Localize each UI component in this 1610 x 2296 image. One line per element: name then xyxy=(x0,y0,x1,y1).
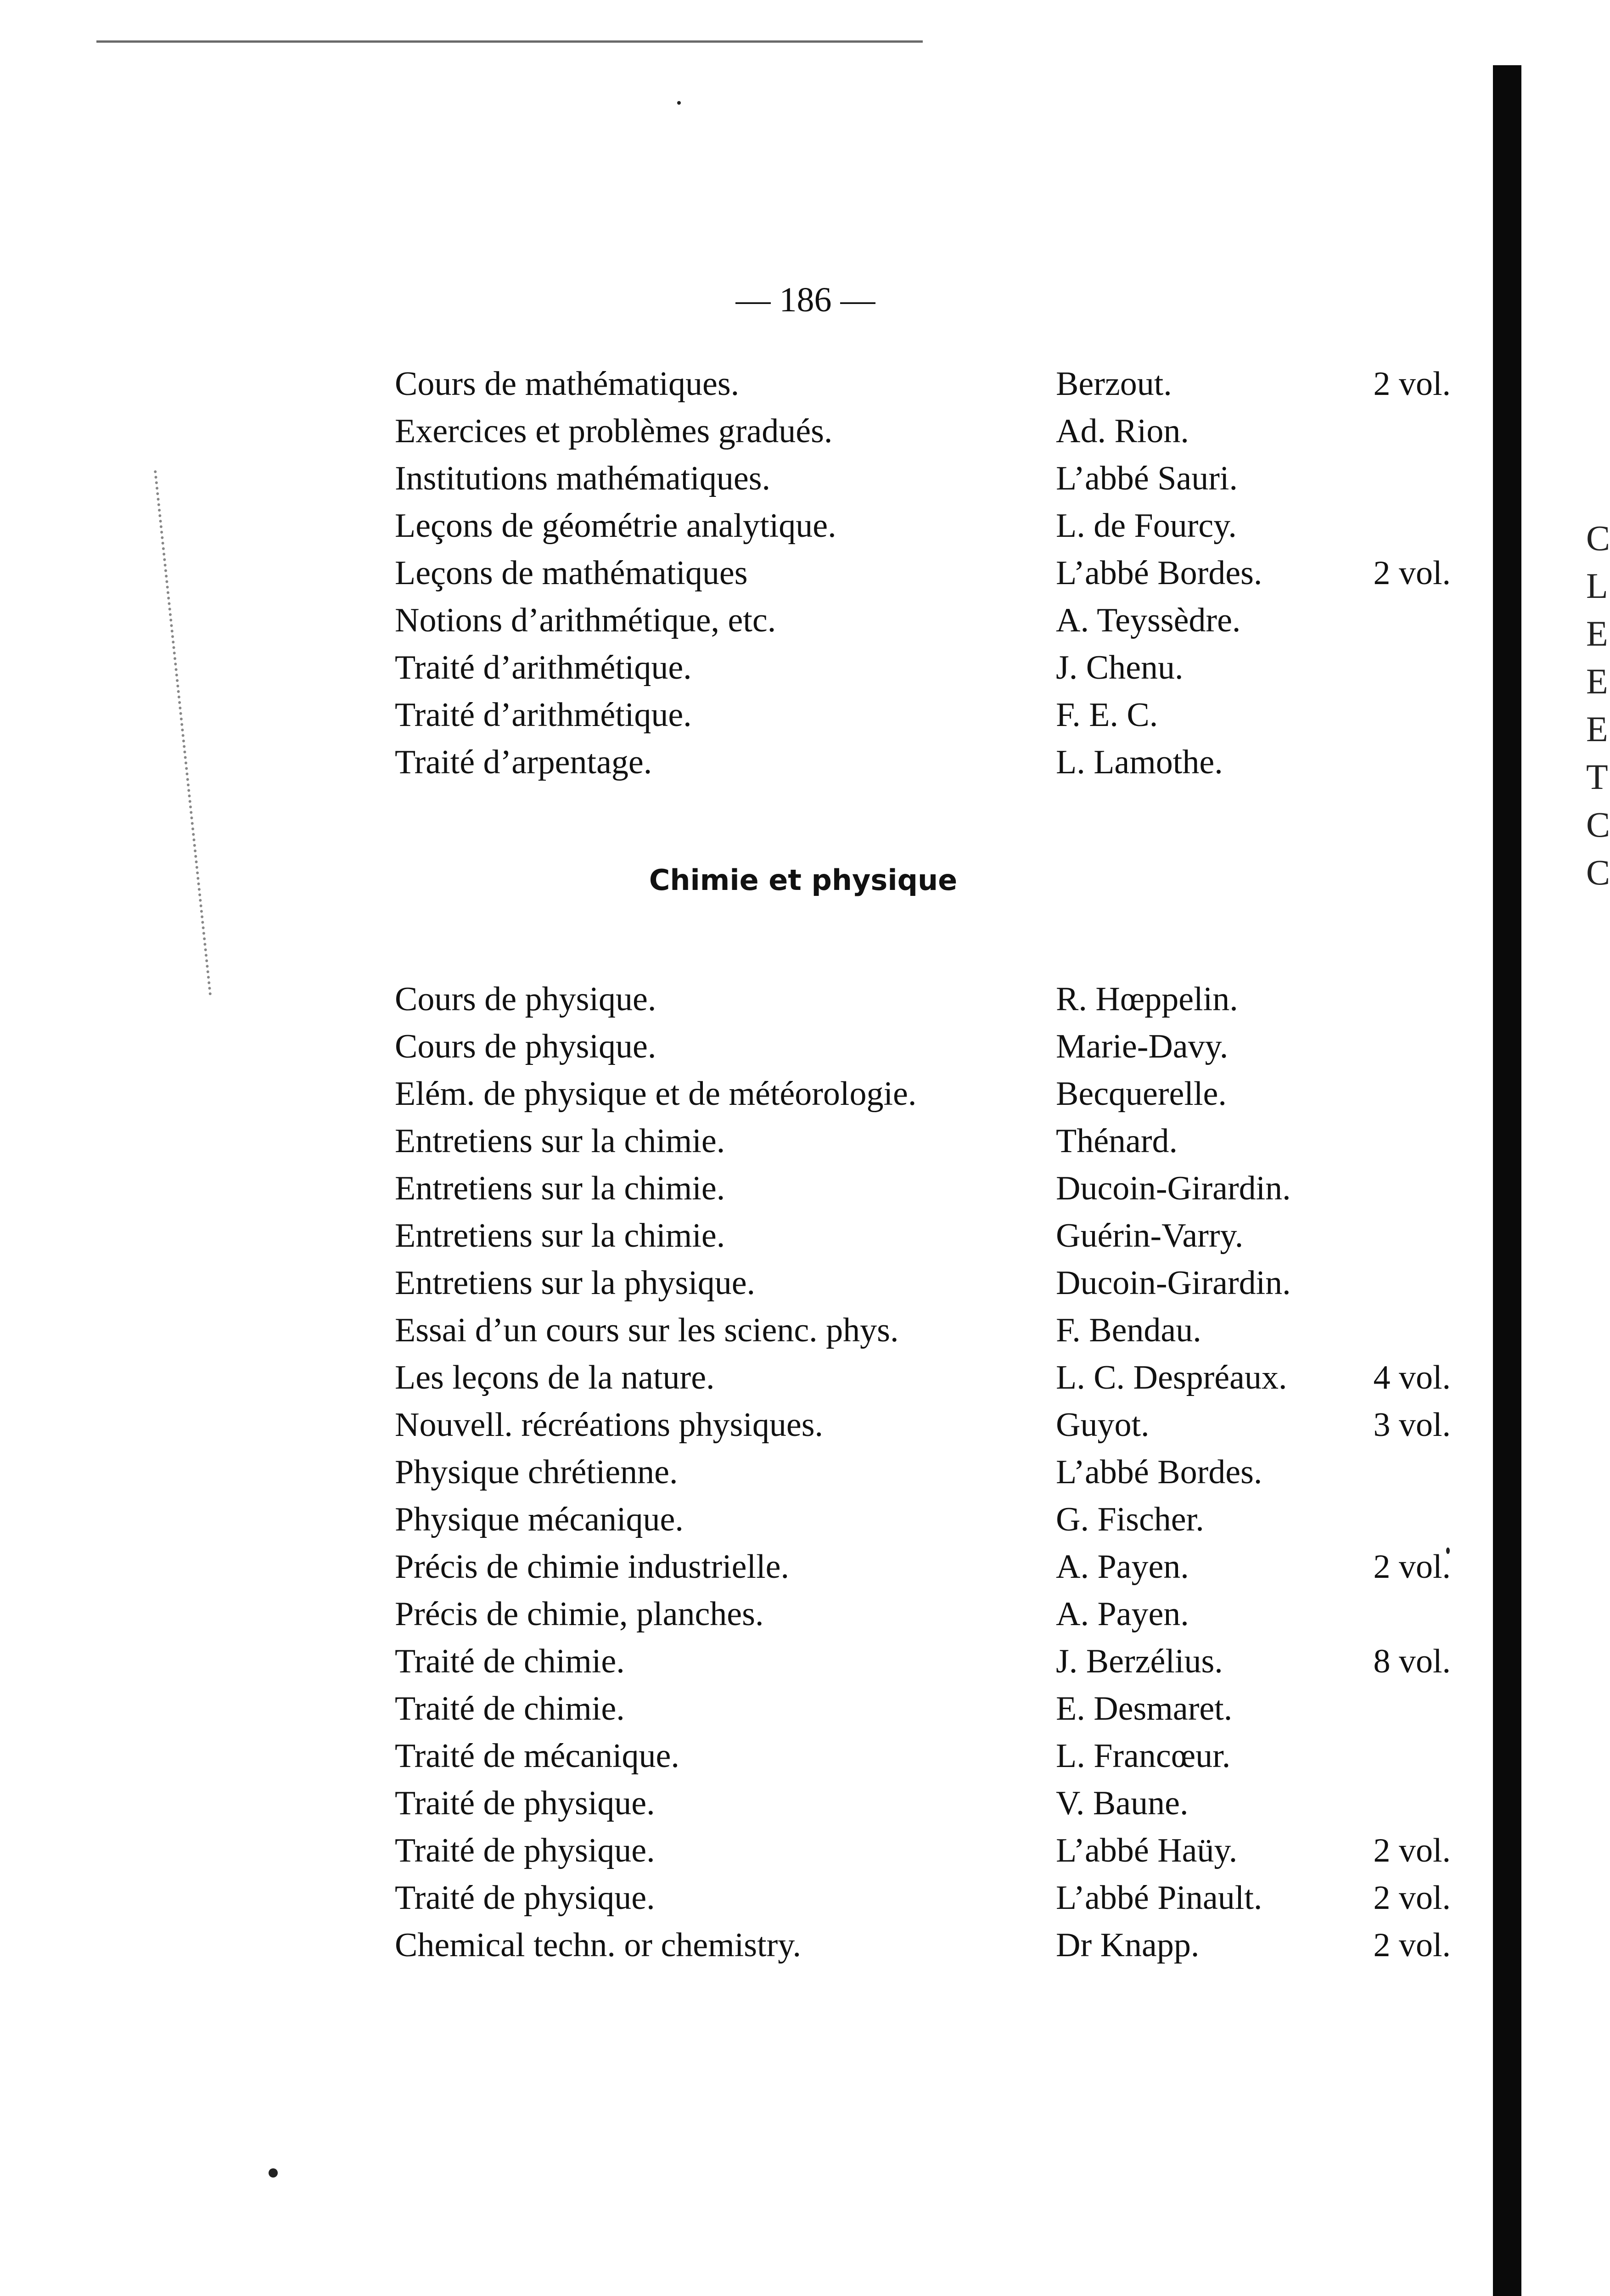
entry-author: L’abbé Sauri. xyxy=(1056,460,1238,497)
entry-title: Physique mécanique. xyxy=(395,1501,684,1538)
entry-title: Entretiens sur la chimie. xyxy=(395,1217,725,1255)
entry-title: Essai d’un cours sur les scienc. phys. xyxy=(395,1311,899,1349)
ink-speck xyxy=(677,101,681,105)
adjacent-page-letter: C xyxy=(1586,518,1610,558)
entry-title: Traité d’arithmétique. xyxy=(395,696,692,734)
adjacent-page-letter: L xyxy=(1586,566,1608,606)
entry-title: Cours de physique. xyxy=(395,1028,656,1065)
entry-volumes xyxy=(904,692,1451,739)
entry-volumes: 4 vol. xyxy=(1373,1359,1451,1396)
entry-author: R. Hœppelin. xyxy=(1056,980,1238,1018)
entry-author: L. C. Despréaux. xyxy=(1056,1359,1287,1396)
left-margin-specks xyxy=(154,469,222,996)
entry-title: Traité de physique. xyxy=(395,1832,655,1869)
entry-title: Précis de chimie, planches. xyxy=(395,1595,764,1633)
entry-volumes: 2 vol. xyxy=(1373,1548,1451,1586)
entry-volumes: 8 vol. xyxy=(1373,1643,1451,1680)
entry-author: L. Lamothe. xyxy=(1056,743,1223,781)
entry-author: V. Baune. xyxy=(1056,1784,1189,1822)
ink-speck xyxy=(269,2168,278,2178)
entry-title: Traité de mécanique. xyxy=(395,1737,679,1775)
entry-title: Leçons de géométrie analytique. xyxy=(395,507,836,545)
entry-author: Thénard. xyxy=(1056,1122,1178,1160)
entry-title: Traité de physique. xyxy=(395,1784,655,1822)
entry-title: Institutions mathématiques. xyxy=(395,460,771,497)
entry-author: A. Teyssèdre. xyxy=(1056,602,1241,639)
entry-author: Becquerelle. xyxy=(1056,1075,1227,1113)
entry-title: Traité d’arpentage. xyxy=(395,743,652,781)
entry-volumes: 2 vol. xyxy=(1373,554,1451,592)
entry-author: J. Chenu. xyxy=(1056,649,1184,687)
entry-author: Berzout. xyxy=(1056,365,1172,403)
entry-title: Physique chrétienne. xyxy=(395,1453,678,1491)
entry-author: L. de Fourcy. xyxy=(1056,507,1237,545)
adjacent-page-letter: C xyxy=(1586,852,1610,892)
entry-volumes: 2 vol. xyxy=(1373,1926,1451,1964)
entry-author: G. Fischer. xyxy=(1056,1501,1204,1538)
entry-title: Leçons de mathématiques xyxy=(395,554,748,592)
entry-title: Traité de physique. xyxy=(395,1879,655,1917)
entry-author: F. Bendau. xyxy=(1056,1311,1201,1349)
entry-volumes: 3 vol. xyxy=(1373,1406,1451,1444)
entry-title: Traité d’arithmétique. xyxy=(395,649,692,687)
entry-title: Exercices et problèmes gradués. xyxy=(395,412,833,450)
entry-title: Cours de physique. xyxy=(395,980,656,1018)
entry-author: Dr Knapp. xyxy=(1056,1926,1200,1964)
entry-title: Nouvell. récréations physiques. xyxy=(395,1406,823,1444)
entry-volumes: 2 vol. xyxy=(1373,365,1451,403)
entry-title: Précis de chimie industrielle. xyxy=(395,1548,789,1586)
entry-title: Entretiens sur la chimie. xyxy=(395,1122,725,1160)
entry-title: Chemical techn. or chemistry. xyxy=(395,1926,801,1964)
entry-title: Traité de chimie. xyxy=(395,1643,625,1680)
entry-author: L’abbé Bordes. xyxy=(1056,554,1262,592)
entry-author: Ducoin-Girardin. xyxy=(1056,1264,1291,1302)
entry-volumes: 2 vol. xyxy=(1373,1832,1451,1869)
entry-author: L’abbé Haüy. xyxy=(1056,1832,1238,1869)
adjacent-page-letter: E xyxy=(1586,709,1608,749)
entry-author: F. E. C. xyxy=(1056,696,1158,734)
entry-author: A. Payen. xyxy=(1056,1595,1189,1633)
entry-title: Cours de mathématiques. xyxy=(395,365,740,403)
entry-author: Guérin-Varry. xyxy=(1056,1217,1244,1255)
adjacent-page-letter: E xyxy=(1586,661,1608,701)
entry-author: E. Desmaret. xyxy=(1056,1690,1233,1728)
binding-shadow-bar xyxy=(1493,65,1521,2296)
adjacent-page-letter: T xyxy=(1586,757,1608,797)
section-heading-chemistry-physics: Chimie et physique xyxy=(649,863,958,897)
adjacent-page-letter: C xyxy=(1586,805,1610,844)
entry-author: Marie-Davy. xyxy=(1056,1028,1229,1065)
entry-author: J. Berzélius. xyxy=(1056,1643,1223,1680)
top-page-edge-rule xyxy=(96,40,923,43)
entry-title: Les leçons de la nature. xyxy=(395,1359,715,1396)
entry-author: A. Payen. xyxy=(1056,1548,1189,1586)
entry-author: Guyot. xyxy=(1056,1406,1150,1444)
page-number: — 186 — xyxy=(735,281,875,319)
entry-title: Traité de chimie. xyxy=(395,1690,625,1728)
entry-author: Ducoin-Girardin. xyxy=(1056,1170,1291,1207)
entry-title: Notions d’arithmétique, etc. xyxy=(395,602,776,639)
entry-title: Entretiens sur la chimie. xyxy=(395,1170,725,1207)
entry-author: L’abbé Pinault. xyxy=(1056,1879,1262,1917)
entry-title: Entretiens sur la physique. xyxy=(395,1264,756,1302)
entry-volumes: 2 vol. xyxy=(1373,1879,1451,1917)
adjacent-page-fragment xyxy=(1586,514,1610,896)
entry-title: Elém. de physique et de météorologie. xyxy=(395,1075,917,1113)
entry-author: L. Francœur. xyxy=(1056,1737,1231,1775)
entry-author: L’abbé Bordes. xyxy=(1056,1453,1262,1491)
entry-author: Ad. Rion. xyxy=(1056,412,1189,450)
adjacent-page-letter: E xyxy=(1586,613,1608,653)
